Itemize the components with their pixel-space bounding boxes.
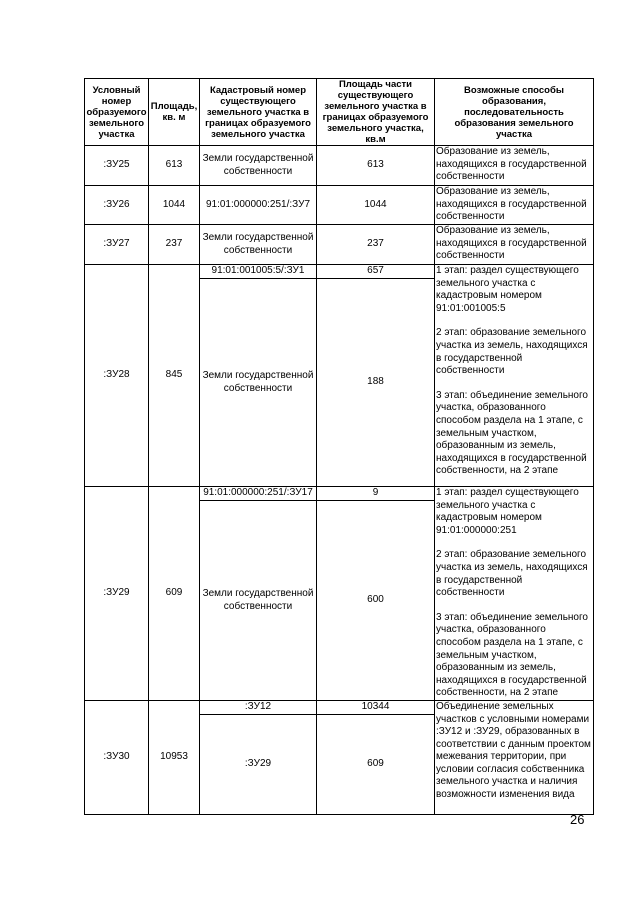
plot-area: 237 — [149, 225, 200, 265]
header-plot-number: Условный номер образуемого земельного участка — [85, 79, 149, 146]
cadastral-number: :ЗУ12 — [200, 700, 317, 714]
table-row — [85, 225, 594, 265]
formation-method: Образование из земель, находящихся в государственной собственности — [435, 225, 594, 265]
table-header-row — [85, 79, 594, 146]
plot-number: :ЗУ28 — [85, 265, 149, 487]
formation-method: Объединение земельных участков с условными номерами :ЗУ12 и :ЗУ29, образованных в соответствии с данным проектом межевания территории, при условии согласия собственника земельного участка и наличия возможности изменения вида — [435, 700, 594, 814]
plot-area: 10953 — [149, 700, 200, 814]
plot-number: :ЗУ26 — [85, 186, 149, 225]
plot-area: 613 — [149, 146, 200, 186]
cadastral-number: Земли государственной собственности — [200, 146, 317, 186]
plot-area: 845 — [149, 265, 200, 487]
page-number: 26 — [570, 812, 585, 827]
plot-number: :ЗУ29 — [85, 487, 149, 701]
cadastral-number: 91:01:001005:5/:ЗУ1 — [200, 265, 317, 279]
formation-method — [435, 265, 594, 487]
header-formation-method: Возможные способы образования, последовательность образования земельного участка — [435, 79, 594, 146]
land-plots-table — [84, 78, 594, 815]
part-area: 188 — [317, 279, 435, 487]
formation-step-2: 2 этап: образование земельного участка из земель, находящихся в государственной собственности — [436, 327, 588, 377]
part-area: 657 — [317, 265, 435, 279]
part-area: 9 — [317, 487, 435, 501]
cadastral-number: 91:01:000000:251/:ЗУ17 — [200, 487, 317, 501]
formation-method — [435, 487, 594, 701]
plot-area: 1044 — [149, 186, 200, 225]
formation-step-1: 1 этап: раздел существующего земельного участка с кадастровым номером 91:01:001005:5 — [436, 265, 579, 314]
cadastral-number: Земли государственной собственности — [200, 279, 317, 487]
table-row — [85, 487, 594, 501]
formation-step-3: 3 этап: объединение земельного участка, образованного способом раздела на 1 этапе, с земельным участком, образованным из земель, находящихся в государственной собственности, на 2 этапе — [436, 389, 588, 477]
part-area: 237 — [317, 225, 435, 265]
part-area: 1044 — [317, 186, 435, 225]
table-row — [85, 146, 594, 186]
part-area: 613 — [317, 146, 435, 186]
table-row — [85, 186, 594, 225]
plot-number: :ЗУ27 — [85, 225, 149, 265]
header-part-area: Площадь части существующего земельного участка в границах образуемого земельного участка, кв.м — [317, 79, 435, 146]
table-row — [85, 265, 594, 279]
table-row — [85, 700, 594, 714]
plot-area: 609 — [149, 487, 200, 701]
cadastral-number: 91:01:000000:251/:ЗУ7 — [200, 186, 317, 225]
formation-step-2: 2 этап: образование земельного участка из земель, находящихся в государственной собственности — [436, 549, 588, 599]
formation-method: Образование из земель, находящихся в государственной собственности — [435, 146, 594, 186]
formation-step-1: 1 этап: раздел существующего земельного участка с кадастровым номером 91:01:000000:251 — [436, 487, 579, 536]
header-area: Площадь, кв. м — [149, 79, 200, 146]
header-cadastral-number: Кадастровый номер существующего земельного участка в границах образуемого земельного участка — [200, 79, 317, 146]
cadastral-number: :ЗУ29 — [200, 714, 317, 814]
formation-step-3: 3 этап: объединение земельного участка, образованного способом раздела на 1 этапе, с земельным участком, образованным из земель, находящихся в государственной собственности, на 2 этапе — [436, 611, 588, 699]
cadastral-number: Земли государственной собственности — [200, 225, 317, 265]
part-area: 600 — [317, 501, 435, 701]
plot-number: :ЗУ25 — [85, 146, 149, 186]
formation-method: Образование из земель, находящихся в государственной собственности — [435, 186, 594, 225]
part-area: 609 — [317, 714, 435, 814]
part-area: 10344 — [317, 700, 435, 714]
cadastral-number: Земли государственной собственности — [200, 501, 317, 701]
plot-number: :ЗУ30 — [85, 700, 149, 814]
